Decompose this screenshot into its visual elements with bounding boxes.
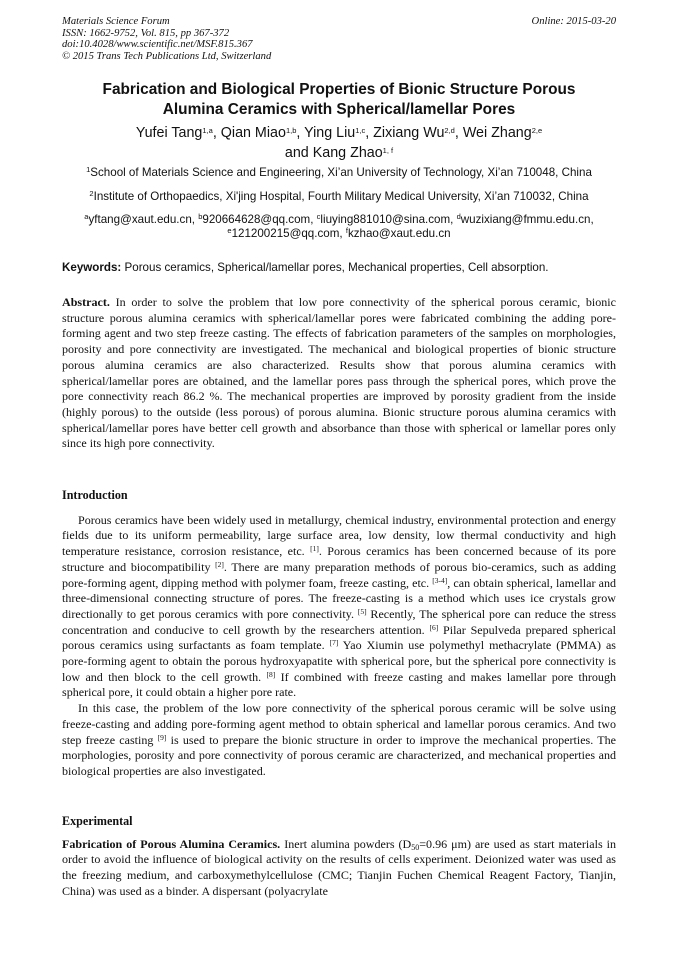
author-affiliation: 1,a — [202, 126, 213, 135]
author-name: Zixiang Wu — [373, 125, 445, 141]
experimental-section — [62, 814, 616, 900]
title-line-2: Alumina Ceramics with Spherical/lamellar Pores — [162, 101, 516, 118]
authors-line-2 — [62, 143, 616, 163]
subsection-label: Fabrication of Porous Alumina Ceramics. — [62, 836, 281, 851]
abstract — [62, 295, 616, 452]
email-address[interactable]: liuying881010@sina.com — [320, 213, 451, 226]
email-address[interactable]: kzhao@xaut.edu.cn — [347, 227, 451, 240]
experimental-heading: Experimental — [62, 814, 133, 828]
email-address[interactable]: 121200215@qq.com — [231, 227, 340, 240]
email-key: c — [316, 212, 321, 221]
journal-header — [62, 16, 271, 62]
citation[interactable]: [5] — [357, 606, 367, 616]
email-address[interactable]: wuzixiang@fmmu.edu.cn — [460, 213, 591, 226]
introduction-section — [62, 488, 616, 780]
issn-line: ISSN: 1662-9752, Vol. 815, pp 367-372 — [62, 27, 230, 39]
intro-paragraph-1 — [62, 513, 616, 701]
citation[interactable]: [6] — [429, 622, 439, 632]
copyright-line: © 2015 Trans Tech Publications Ltd, Switzerland — [62, 50, 272, 62]
text-run: In this case, the problem of the low pore connectivity of the spherical porous ceramic will be solve using freeze-casting and adding pore-forming agent method to obtain spherical and lamellar porous ceramics. And two step freeze casting — [62, 701, 616, 747]
experimental-paragraph-1 — [62, 837, 616, 900]
affiliation-text: School of Materials Science and Engineering, Xi’an University of Technology, Xi’an 710048, China — [90, 166, 592, 179]
text-run: Inert alumina powders (D — [280, 836, 412, 851]
citation[interactable]: [1] — [310, 544, 319, 554]
online-date: Online: 2015-03-20 — [531, 16, 616, 27]
author-affiliation: 1,b — [285, 126, 297, 135]
text-run: If combined with freeze casting and makes lamellar pore through spherical pore, it could obtain a higher pore rate. — [62, 669, 616, 700]
introduction-heading: Introduction — [62, 488, 128, 502]
doi-line: doi:10.4028/www.scientific.net/MSF.815.367 — [62, 39, 253, 51]
text-run: . There are many preparation methods of porous bio-ceramics, such as adding pore-forming agent, dipping method with polymer foam, freeze casting, etc. — [62, 559, 616, 590]
text-run: , can obtain spherical, lamellar and three-dimensional connecting structure of pores. The freeze-casting is a method which uses ice crystals grow directionally to get porous ceramics with pore connectivity. — [62, 575, 616, 621]
author-affiliation: 2,e — [531, 126, 543, 135]
affiliation-2 — [62, 190, 616, 204]
emails-line-2: $^e$121200215@qq.com, $^f$kzhao@xaut.edu.cn — [227, 226, 451, 240]
citation[interactable]: [7] — [329, 638, 339, 648]
email-key: d — [456, 212, 461, 221]
citation[interactable]: [9] — [157, 732, 167, 742]
author-name: Qian Miao — [220, 125, 286, 141]
text-run: . Porous ceramics has been concerned because of its pore structure and biocompatibility — [62, 544, 616, 574]
emails-line-1: $^a$yftang@xaut.edu.cn, $^b$920664628@qq.com, $^c$liuying881010@sina.com, $^d$wuzixiang@fmmu.edu.cn, — [84, 212, 594, 226]
text-run: Pilar Sepulveda prepared spherical porous ceramics using surfactants as foam template. — [62, 622, 616, 653]
abstract-paragraph — [62, 295, 616, 452]
email-address[interactable]: 920664628@qq.com — [202, 213, 311, 226]
email-key: e — [227, 226, 232, 235]
email-key: f — [345, 226, 348, 235]
keywords-text: Porous ceramics, Spherical/lamellar pores, Mechanical properties, Cell absorption. — [124, 261, 549, 274]
authors-and: and — [284, 145, 309, 161]
text-run: Porous ceramics have been widely used in metallurgy, chemical industry, environmental protection and energy fields due to its uniform permeability, large surface area, low density, low thermal conductivity and high temperature resistance, corrosion resistance, etc. — [62, 512, 616, 559]
email-address[interactable]: yftang@xaut.edu.cn — [88, 213, 192, 226]
subscript: 50 — [411, 842, 420, 852]
affiliation-number: 1 — [86, 165, 91, 174]
journal-name: Materials Science Forum — [62, 16, 170, 27]
authors-line-1: Yufei Tang$^{1,a}$, Qian Miao$^{1,b}$, Ying Liu$^{1,c}$, Zixiang Wu$^{2,d}$, Wei Zhang$^{2,e}$ — [135, 125, 543, 141]
text-run: Recently, The spherical pore can reduce the stress concentration and conducive to cell growth by the researchers attention. — [62, 606, 617, 637]
abstract-label: Abstract. — [62, 295, 110, 309]
author-affiliation: 2,d — [444, 126, 455, 135]
author-affiliation: 1,c — [355, 126, 366, 135]
author-name: Wei Zhang — [462, 125, 532, 141]
email-key: a — [84, 212, 89, 221]
author-affiliation: 1, f — [382, 146, 394, 155]
author-list — [62, 123, 616, 163]
title-line-1: Fabrication and Biological Properties of Bionic Structure Porous — [102, 81, 576, 98]
paper-title — [62, 80, 616, 120]
intro-paragraph-2 — [62, 701, 616, 780]
citation[interactable]: [8] — [266, 669, 276, 679]
abstract-text: In order to solve the problem that low pore connectivity of the spherical porous ceramic, bionic structure porous alumina ceramics with spherical/lamellar pores were fabricated combining the adding pore-forming agent and two step freeze casting. The effects of fabrication parameters of the samples on morphologies, porosity and pore connectivity are investigated. The mechanical and biological properties of bionic structure porous alumina ceramics are also characterized. Results show that porous alumina ceramics with spherical/lamellar pores are obtained, and the lamellar pores pass through the spherical pores, which prove the pore connectivity reach 86.2 %. The mechanical properties are improved by porosity gradient from the inside (highly porous) to the outside (less porous) of porous alumina. Bionic structure porous alumina ceramics with spherical/lamellar pores have better cell growth and absorbance than those with spherical or lamellar pores only since its high pore connectivity. — [62, 295, 616, 451]
author-name: Ying Liu — [304, 125, 356, 141]
affiliation-number: 2 — [89, 189, 94, 198]
email-list — [62, 213, 616, 241]
email-key: b — [198, 212, 203, 221]
text-run: is used to prepare the bionic structure in order to improve the mechanical properties. The morphologies, porosity and pore connectivity of porous ceramic are characterized, and mechanical properties and biological properties are also investigated. — [62, 732, 616, 778]
citation[interactable]: [2] — [215, 559, 224, 569]
text-run: =0.96 μm) are used as start materials in order to avoid the influence of biological activity on the results of cells experiment. Deionized water was used as the freezing medium, and carboxymethylcellulose (CMC; Tianjin Fuchen Chemical Reagent Factory, Tianjin, China) was used as a binder. A dispersant (polyacrylate — [62, 836, 616, 898]
keywords-label: Keywords: — [62, 261, 122, 274]
citation[interactable]: [3-4] — [432, 575, 448, 585]
affiliation-text: Institute of Orthopaedics, Xi'jing Hospital, Fourth Military Medical University, Xi’an 710032, China — [93, 190, 589, 203]
author-name: Kang Zhao — [312, 145, 383, 161]
author-name: Yufei Tang — [135, 125, 203, 141]
keywords — [62, 261, 616, 274]
text-run: Yao Xiumin use polymethyl methacrylate (PMMA) as pore-forming agent to obtain the porous hydroxyapatite with spherical pore, but the spherical pore connectivity is low and then block to the cell growth. — [62, 638, 616, 684]
affiliation-1 — [62, 166, 616, 180]
